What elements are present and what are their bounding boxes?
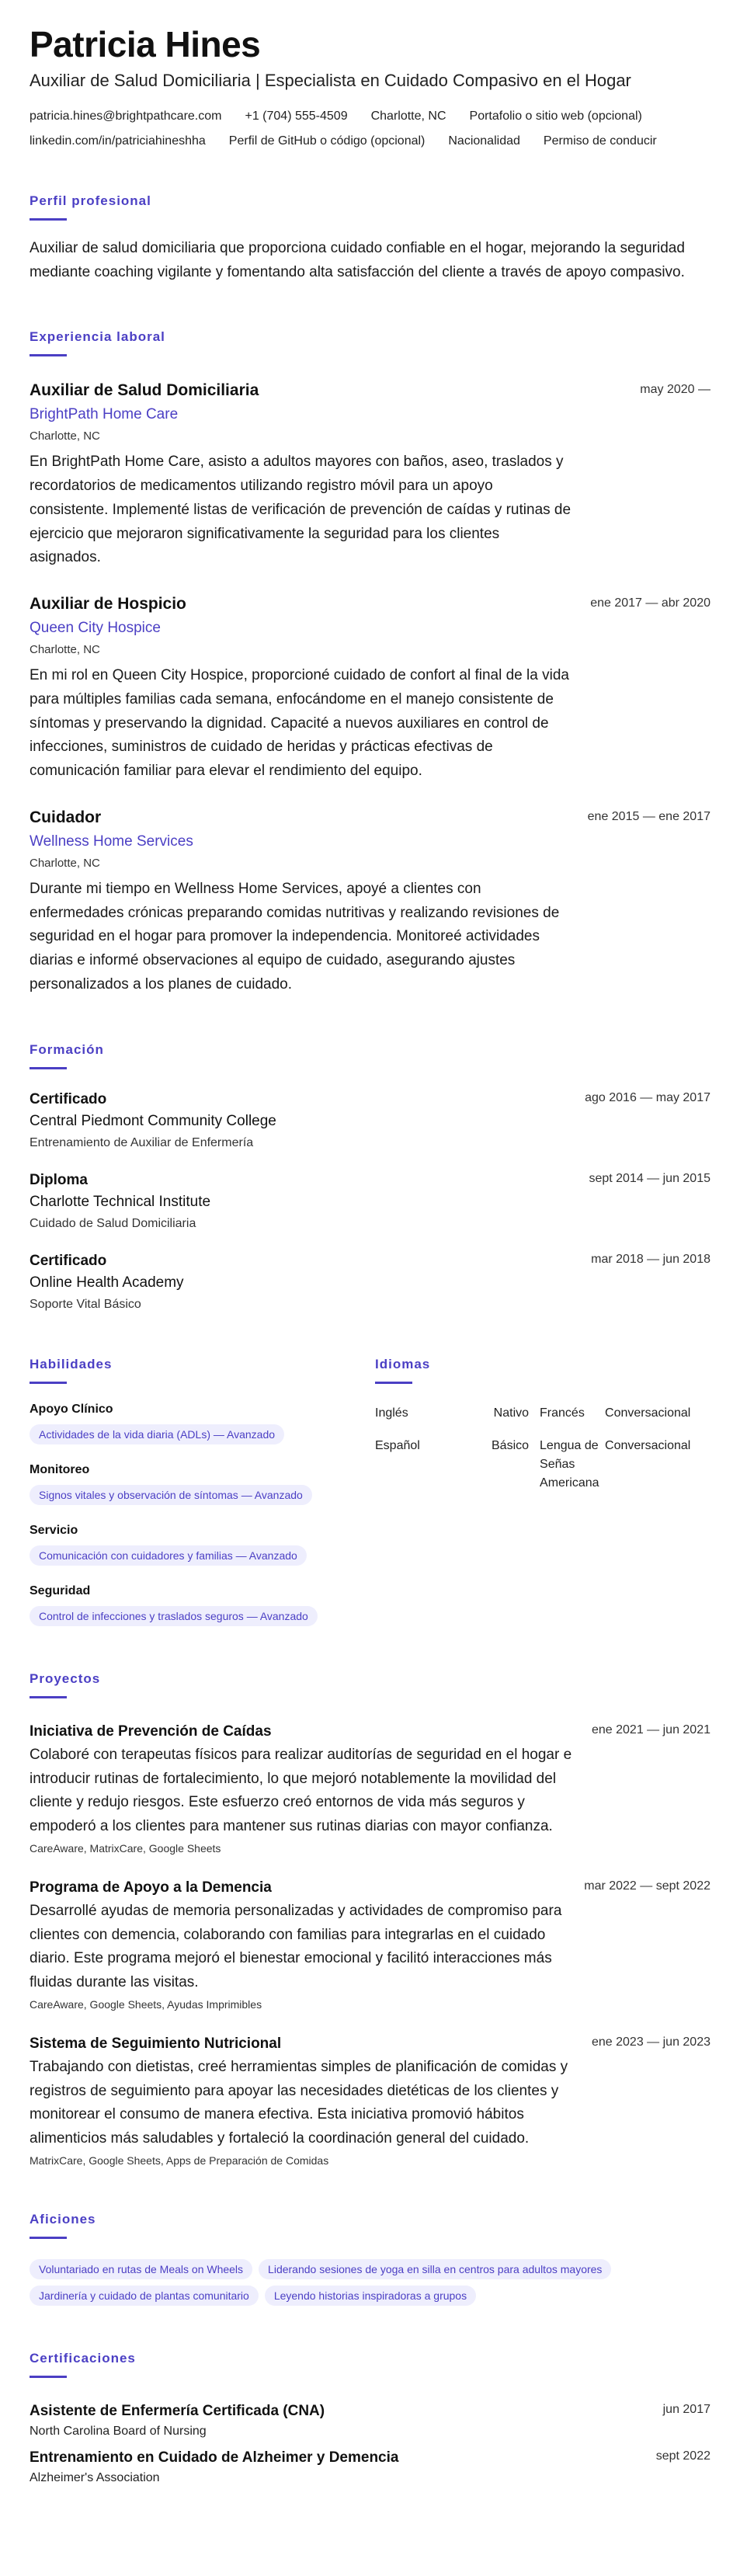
project-title: Sistema de Seguimiento Nutricional — [30, 2035, 282, 2052]
job-company: Queen City Hospice — [30, 620, 161, 637]
certification-entry — [30, 2449, 710, 2485]
education-section — [30, 1042, 710, 1312]
project-dates: ene 2023 — jun 2023 — [591, 2035, 710, 2049]
skill-chip: Comunicación con cuidadores y familias — Avanzado — [30, 1545, 307, 1566]
education-entry — [30, 1091, 710, 1150]
contact-nationality: Nacionalidad — [448, 134, 520, 148]
candidate-headline: Auxiliar de Salud Domiciliaria | Especialista en Cuidado Compasivo en el Hogar — [30, 70, 631, 90]
section-divider — [30, 1382, 67, 1384]
language-level: Conversacional — [605, 1438, 691, 1452]
project-description: Trabajando con dietistas, creé herramientas simples de planificación de comidas y registros de seguimiento para apoyar las necesidades dietéticas de los clientes y monitorear el consumo de manera efectiva. Esta iniciativa promovió hábitos alimenticios más saludables y fortaleció la coordinación general del cuidado. — [30, 2058, 568, 2147]
project-title: Iniciativa de Prevención de Caídas — [30, 1723, 272, 1740]
job-entry — [30, 808, 710, 997]
certification-name: Entrenamiento en Cuidado de Alzheimer y Demencia — [30, 2449, 399, 2466]
education-degree: Certificado — [30, 1090, 107, 1107]
project-dates: mar 2022 — sept 2022 — [584, 1879, 710, 1893]
language-name: Francés — [540, 1406, 585, 1420]
section-title: Habilidades — [30, 1356, 113, 1371]
skill-group — [30, 1584, 375, 1626]
contact-driving-license: Permiso de conducir — [543, 134, 657, 148]
certification-date: sept 2022 — [655, 2449, 710, 2463]
education-degree: Certificado — [30, 1252, 107, 1269]
skill-category: Monitoreo — [30, 1462, 90, 1476]
job-dates: may 2020 — — [640, 383, 710, 397]
skill-chip: Signos vitales y observación de síntomas — Avanzado — [30, 1485, 312, 1505]
contact-location: Charlotte, NC — [370, 109, 446, 123]
hobby-chip: Liderando sesiones de yoga en silla en centros para adultos mayores — [259, 2259, 611, 2279]
section-divider — [30, 1067, 67, 1069]
language-level: Conversacional — [605, 1406, 691, 1420]
project-tools: CareAware, MatrixCare, Google Sheets — [30, 1841, 221, 1855]
project-dates: ene 2021 — jun 2021 — [591, 1723, 710, 1736]
language-level: Nativo — [493, 1406, 530, 1420]
language-row — [375, 1434, 710, 1504]
job-description: En BrightPath Home Care, asisto a adultos mayores con baños, aseo, traslados y recordatorios de medicamentos utilizando registro móvil para un apoyo consistente. Implementé listas de verificación de prevención de caídas y rutinas de ejercicio que mejoraron significativamente la seguridad para los clientes asignados. — [30, 454, 572, 566]
skill-group — [30, 1403, 375, 1444]
education-field: Entrenamiento de Auxiliar de Enfermería — [30, 1135, 254, 1149]
job-entry — [30, 595, 710, 784]
skill-group — [30, 1463, 375, 1505]
education-dates: sept 2014 — jun 2015 — [589, 1171, 710, 1185]
section-title: Formación — [30, 1041, 104, 1057]
language-name: Lengua de Señas Americana — [540, 1438, 599, 1490]
certification-issuer: Alzheimer's Association — [30, 2470, 160, 2484]
language-name: Español — [375, 1438, 420, 1452]
skill-category: Apoyo Clínico — [30, 1402, 113, 1416]
section-divider — [375, 1382, 412, 1384]
job-company: Wellness Home Services — [30, 833, 193, 850]
section-divider — [30, 354, 67, 356]
contact-linkedin[interactable]: linkedin.com/in/patriciahineshha — [30, 134, 206, 148]
certifications-section — [30, 2351, 710, 2485]
education-entry — [30, 1253, 710, 1312]
contact-email[interactable]: patricia.hines@brightpathcare.com — [30, 109, 222, 123]
section-title: Idiomas — [375, 1356, 431, 1371]
summary-section — [30, 193, 710, 285]
job-company: BrightPath Home Care — [30, 406, 179, 423]
education-field: Soporte Vital Básico — [30, 1297, 141, 1311]
project-description: Desarrollé ayudas de memoria personalizadas y actividades de compromiso para clientes con demencia, colaborando con familias para integrarlas en el cuidado diario. Este programa mejoró el bienestar emocional y facilitó interacciones más fluidas durante las visitas. — [30, 1902, 562, 1991]
job-location: Charlotte, NC — [30, 429, 100, 443]
education-field: Cuidado de Salud Domiciliaria — [30, 1216, 196, 1230]
project-tools: CareAware, Google Sheets, Ayudas Imprimibles — [30, 1997, 262, 2011]
skill-category: Seguridad — [30, 1583, 91, 1597]
contact-website[interactable]: Portafolio o sitio web (opcional) — [469, 109, 642, 123]
certification-date: jun 2017 — [662, 2402, 710, 2416]
section-title: Aficiones — [30, 2211, 96, 2227]
project-entry — [30, 1879, 710, 2011]
section-divider — [30, 2376, 67, 2378]
skill-chip: Actividades de la vida diaria (ADLs) — Avanzado — [30, 1424, 284, 1444]
skill-category: Servicio — [30, 1523, 78, 1537]
section-divider — [30, 1696, 67, 1698]
job-dates: ene 2017 — abr 2020 — [590, 596, 710, 610]
contact-phone[interactable]: +1 (704) 555-4509 — [245, 109, 348, 123]
job-entry — [30, 381, 710, 570]
summary-text: Auxiliar de salud domiciliaria que proporciona cuidado confiable en el hogar, mejorando la seguridad mediante coaching vigilante y fomentando alta satisfacción del cliente a través de apoyo compasivo. — [30, 239, 685, 280]
education-institution: Central Piedmont Community College — [30, 1112, 276, 1129]
project-entry — [30, 2035, 710, 2167]
skills-section — [30, 1357, 375, 1626]
hobby-chip: Jardinería y cuidado de plantas comunitario — [30, 2286, 259, 2306]
language-row — [375, 1401, 710, 1434]
resume-header — [30, 25, 710, 148]
job-location: Charlotte, NC — [30, 643, 100, 657]
skill-chip: Control de infecciones y traslados seguros — Avanzado — [30, 1606, 318, 1626]
languages-table — [375, 1401, 710, 1504]
education-entry — [30, 1172, 710, 1231]
hobbies-list — [30, 2253, 710, 2306]
project-description: Colaboré con terapeutas físicos para realizar auditorías de seguridad en el hogar e introducir rutinas de fortalecimiento, lo que mejoró notablemente la movilidad del cliente y redujo riesgos. Este esfuerzo creó entornos de vida más seguros y empoderó a los clientes para mantener sus rutinas diarias con mayor confianza. — [30, 1746, 572, 1835]
job-description: En mi rol en Queen City Hospice, proporcioné cuidado de confort al final de la vida para múltiples familias cada semana, enfocándome en el manejo consistente de síntomas y preservando la dignidad. Capacité a nuevos auxiliares en control de infecciones, suministros de cuidado de heridas y prácticas efectivas de comunicación familiar para elevar el rendimiento del equipo. — [30, 667, 569, 780]
job-description: Durante mi tiempo en Wellness Home Services, apoyé a clientes con enfermedades crónicas preparando comidas nutritivas y realizando revisiones de seguridad en el hogar para promover la independencia. Monitoreé actividades diarias e informé observaciones al equipo de cuidado, asegurando ajustes personalizados a los planes de cuidado. — [30, 880, 560, 993]
experience-section — [30, 329, 710, 996]
candidate-name: Patricia Hines — [30, 24, 261, 64]
section-title: Proyectos — [30, 1670, 101, 1686]
certification-issuer: North Carolina Board of Nursing — [30, 2424, 207, 2438]
projects-section — [30, 1671, 710, 2167]
language-level: Básico — [492, 1438, 530, 1452]
job-title: Cuidador — [30, 808, 102, 826]
contact-list — [30, 110, 710, 148]
project-title: Programa de Apoyo a la Demencia — [30, 1879, 272, 1896]
education-institution: Charlotte Technical Institute — [30, 1193, 211, 1210]
project-tools: MatrixCare, Google Sheets, Apps de Preparación de Comidas — [30, 2154, 329, 2167]
job-dates: ene 2015 — ene 2017 — [587, 809, 710, 823]
section-title: Perfil profesional — [30, 193, 151, 208]
hobbies-section — [30, 2212, 710, 2306]
job-title: Auxiliar de Hospicio — [30, 595, 186, 614]
job-title: Auxiliar de Salud Domiciliaria — [30, 381, 259, 400]
hobby-chip: Voluntariado en rutas de Meals on Wheels — [30, 2259, 252, 2279]
project-entry — [30, 1723, 710, 1855]
skill-group — [30, 1524, 375, 1566]
education-dates: mar 2018 — jun 2018 — [591, 1252, 710, 1266]
section-divider — [30, 218, 67, 221]
section-divider — [30, 2237, 67, 2239]
contact-github[interactable]: Perfil de GitHub o código (opcional) — [228, 134, 426, 148]
education-degree: Diploma — [30, 1171, 88, 1188]
certification-name: Asistente de Enfermería Certificada (CNA) — [30, 2402, 325, 2419]
job-location: Charlotte, NC — [30, 856, 100, 870]
hobby-chip: Leyendo historias inspiradoras a grupos — [265, 2286, 476, 2306]
languages-section — [375, 1357, 710, 1626]
section-title: Certificaciones — [30, 2350, 136, 2366]
skills-languages-row — [30, 1357, 710, 1626]
section-title: Experiencia laboral — [30, 329, 165, 345]
certification-entry — [30, 2403, 710, 2439]
language-name: Inglés — [375, 1406, 408, 1420]
education-institution: Online Health Academy — [30, 1274, 184, 1291]
education-dates: ago 2016 — may 2017 — [585, 1090, 710, 1104]
